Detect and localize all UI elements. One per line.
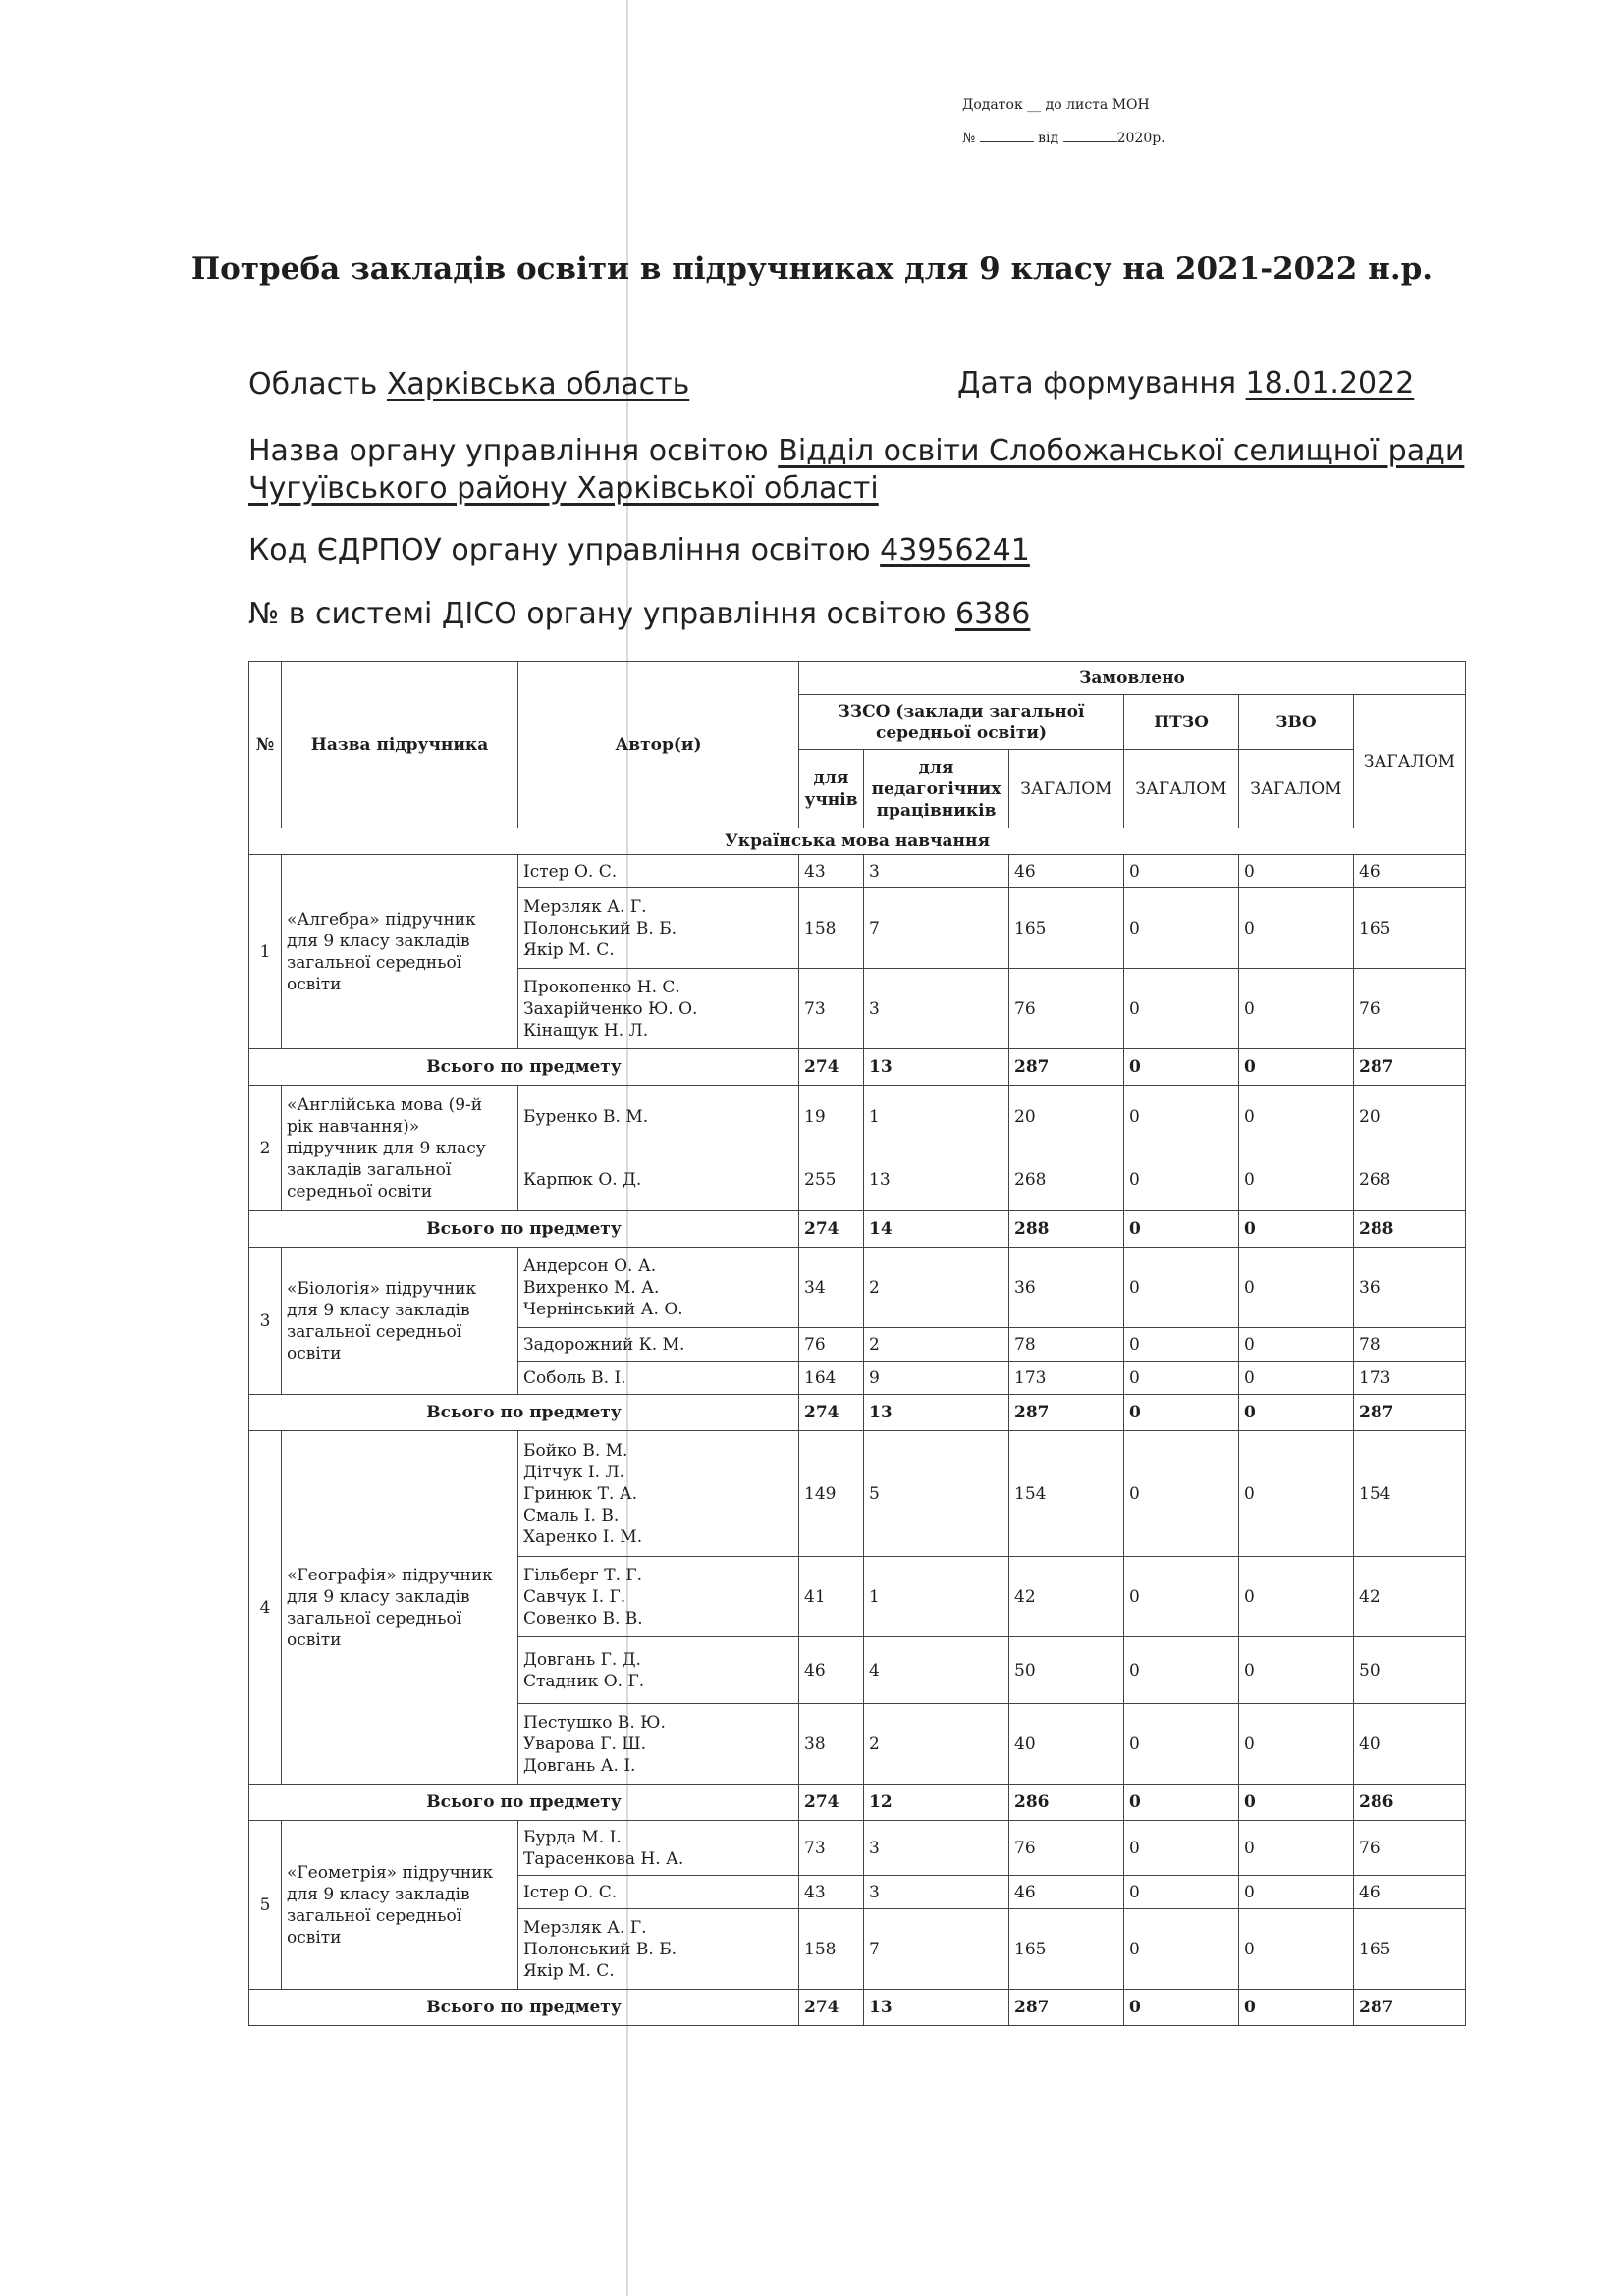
cell-total: 46 — [1354, 855, 1466, 888]
region-label: Область — [248, 367, 378, 401]
cell-students: 158 — [799, 888, 864, 969]
authors-cell: Андерсон О. А. Вихренко М. А. Чернінський А. О. — [518, 1248, 799, 1328]
subtotal-row — [249, 1990, 1466, 2026]
authors-cell: Мерзляк А. Г. Полонський В. Б. Якір М. С. — [518, 1909, 799, 1990]
subtotal-total: 288 — [1354, 1211, 1466, 1248]
subtotal-row — [249, 1395, 1466, 1431]
authors-cell: Буренко В. М. — [518, 1086, 799, 1148]
header-for-teachers: для педагогічних працівників — [864, 750, 1009, 828]
subtotal-label: Всього по предмету — [249, 1049, 799, 1086]
cell-total: 76 — [1354, 969, 1466, 1049]
cell-teachers: 2 — [864, 1248, 1009, 1328]
annex-num-blank — [980, 141, 1034, 142]
subject-number: 3 — [249, 1248, 282, 1395]
cell-total: 42 — [1354, 1557, 1466, 1637]
cell-students: 255 — [799, 1148, 864, 1211]
cell-total: 268 — [1354, 1148, 1466, 1211]
cell-zvo: 0 — [1239, 1086, 1354, 1148]
table-body — [249, 828, 1466, 2026]
textbook-demand-table — [248, 661, 1466, 2026]
header-zzso-total: ЗАГАЛОМ — [1009, 750, 1124, 828]
subtotal-ptzo: 0 — [1124, 1049, 1239, 1086]
cell-teachers: 4 — [864, 1637, 1009, 1704]
subtotal-zvo: 0 — [1239, 1049, 1354, 1086]
cell-ptzo: 0 — [1124, 969, 1239, 1049]
subtotal-ptzo: 0 — [1124, 1211, 1239, 1248]
diso-value: 6386 — [955, 597, 1031, 631]
cell-zvo: 0 — [1239, 1909, 1354, 1990]
cell-zzso-total: 173 — [1009, 1362, 1124, 1395]
subtotal-ptzo: 0 — [1124, 1395, 1239, 1431]
subtotal-row — [249, 1785, 1466, 1821]
header-for-students: для учнів — [799, 750, 864, 828]
authority-value-line2: Чугуївського району Харківської області — [248, 471, 879, 506]
cell-total: 36 — [1354, 1248, 1466, 1328]
cell-ptzo: 0 — [1124, 855, 1239, 888]
cell-teachers: 7 — [864, 888, 1009, 969]
subtotal-label: Всього по предмету — [249, 1785, 799, 1821]
table-row — [249, 1086, 1466, 1148]
cell-zzso-total: 46 — [1009, 855, 1124, 888]
subtotal-row — [249, 1049, 1466, 1086]
header-authors: Автор(и) — [518, 662, 799, 828]
cell-ptzo: 0 — [1124, 1876, 1239, 1909]
header-ptzo: ПТЗО — [1124, 695, 1239, 750]
cell-total: 76 — [1354, 1821, 1466, 1876]
table-row — [249, 855, 1466, 888]
cell-ptzo: 0 — [1124, 1248, 1239, 1328]
cell-zzso-total: 268 — [1009, 1148, 1124, 1211]
cell-students: 43 — [799, 1876, 864, 1909]
header-zvo-total: ЗАГАЛОМ — [1239, 750, 1354, 828]
subtotal-zvo: 0 — [1239, 1395, 1354, 1431]
cell-zvo: 0 — [1239, 1557, 1354, 1637]
subtotal-students: 274 — [799, 1785, 864, 1821]
subtotal-row — [249, 1211, 1466, 1248]
cell-zvo: 0 — [1239, 1362, 1354, 1395]
cell-total: 154 — [1354, 1431, 1466, 1557]
table-row — [249, 1821, 1466, 1876]
header-name: Назва підручника — [282, 662, 518, 828]
cell-ptzo: 0 — [1124, 1431, 1239, 1557]
cell-zvo: 0 — [1239, 1431, 1354, 1557]
cell-zzso-total: 165 — [1009, 888, 1124, 969]
cell-teachers: 3 — [864, 1876, 1009, 1909]
cell-ptzo: 0 — [1124, 888, 1239, 969]
authors-cell: Бурда М. І. Тарасенкова Н. А. — [518, 1821, 799, 1876]
edrpou-line — [248, 532, 1030, 569]
authors-cell: Задорожний К. М. — [518, 1328, 799, 1362]
cell-zzso-total: 76 — [1009, 1821, 1124, 1876]
cell-zzso-total: 42 — [1009, 1557, 1124, 1637]
cell-zzso-total: 36 — [1009, 1248, 1124, 1328]
cell-students: 19 — [799, 1086, 864, 1148]
document-title: Потреба закладів освіти в підручниках для 9 класу на 2021-2022 н.р. — [190, 251, 1434, 287]
cell-total: 165 — [1354, 888, 1466, 969]
authors-cell: Істер О. С. — [518, 1876, 799, 1909]
subtotal-ptzo: 0 — [1124, 1990, 1239, 2026]
cell-students: 76 — [799, 1328, 864, 1362]
header-ordered: Замовлено — [799, 662, 1466, 695]
subtotal-students: 274 — [799, 1211, 864, 1248]
cell-zvo: 0 — [1239, 1637, 1354, 1704]
cell-students: 41 — [799, 1557, 864, 1637]
authors-cell: Прокопенко Н. С. Захарійченко Ю. О. Кінащук Н. Л. — [518, 969, 799, 1049]
cell-teachers: 3 — [864, 855, 1009, 888]
annex-line-1: Додаток __ до листа МОН — [962, 97, 1150, 113]
cell-zzso-total: 165 — [1009, 1909, 1124, 1990]
authors-cell: Пестушко В. Ю. Уварова Г. Ш. Довгань А. І. — [518, 1704, 799, 1785]
cell-zvo: 0 — [1239, 855, 1354, 888]
cell-ptzo: 0 — [1124, 1821, 1239, 1876]
cell-students: 164 — [799, 1362, 864, 1395]
cell-zzso-total: 76 — [1009, 969, 1124, 1049]
cell-zvo: 0 — [1239, 888, 1354, 969]
cell-teachers: 7 — [864, 1909, 1009, 1990]
cell-zzso-total: 154 — [1009, 1431, 1124, 1557]
date-value: 18.01.2022 — [1245, 366, 1415, 400]
cell-teachers: 3 — [864, 1821, 1009, 1876]
subject-number: 1 — [249, 855, 282, 1049]
section-label: Українська мова навчання — [249, 828, 1466, 855]
diso-line — [248, 596, 1030, 633]
cell-zvo: 0 — [1239, 1148, 1354, 1211]
subject-name: «Англійська мова (9-й рік навчання)» підручник для 9 класу закладів загальної середньої освіти — [282, 1086, 518, 1211]
subtotal-students: 274 — [799, 1395, 864, 1431]
cell-teachers: 5 — [864, 1431, 1009, 1557]
subtotal-label: Всього по предмету — [249, 1211, 799, 1248]
cell-total: 173 — [1354, 1362, 1466, 1395]
subtotal-teachers: 13 — [864, 1049, 1009, 1086]
cell-teachers: 1 — [864, 1086, 1009, 1148]
annex-year: 2020р. — [1116, 131, 1165, 146]
cell-students: 43 — [799, 855, 864, 888]
header-zzso: ЗЗСО (заклади загальної середньої освіти) — [799, 695, 1124, 750]
subtotal-students: 274 — [799, 1049, 864, 1086]
cell-zzso-total: 20 — [1009, 1086, 1124, 1148]
edrpou-label: Код ЄДРПОУ органу управління освітою — [248, 533, 871, 567]
subtotal-zzso-total: 287 — [1009, 1395, 1124, 1431]
date-label: Дата формування — [957, 366, 1236, 400]
edrpou-value: 43956241 — [880, 533, 1030, 567]
subtotal-students: 274 — [799, 1990, 864, 2026]
cell-zvo: 0 — [1239, 1248, 1354, 1328]
cell-zzso-total: 50 — [1009, 1637, 1124, 1704]
table-row — [249, 1431, 1466, 1557]
subject-number: 2 — [249, 1086, 282, 1211]
annex-note — [962, 88, 1165, 155]
subtotal-teachers: 13 — [864, 1395, 1009, 1431]
subtotal-label: Всього по предмету — [249, 1395, 799, 1431]
header-no: № — [249, 662, 282, 828]
cell-students: 34 — [799, 1248, 864, 1328]
cell-zvo: 0 — [1239, 969, 1354, 1049]
cell-students: 158 — [799, 1909, 864, 1990]
authors-cell: Карпюк О. Д. — [518, 1148, 799, 1211]
cell-ptzo: 0 — [1124, 1704, 1239, 1785]
cell-zzso-total: 40 — [1009, 1704, 1124, 1785]
cell-students: 73 — [799, 1821, 864, 1876]
cell-ptzo: 0 — [1124, 1362, 1239, 1395]
table-row — [249, 1248, 1466, 1328]
subtotal-ptzo: 0 — [1124, 1785, 1239, 1821]
cell-students: 149 — [799, 1431, 864, 1557]
subtotal-teachers: 12 — [864, 1785, 1009, 1821]
region-line — [248, 366, 689, 403]
cell-ptzo: 0 — [1124, 1328, 1239, 1362]
cell-ptzo: 0 — [1124, 1909, 1239, 1990]
cell-students: 73 — [799, 969, 864, 1049]
cell-total: 40 — [1354, 1704, 1466, 1785]
authority-label: Назва органу управління освітою — [248, 434, 769, 468]
subject-name: «Біологія» підручник для 9 класу закладів загальної середньої освіти — [282, 1248, 518, 1395]
cell-total: 20 — [1354, 1086, 1466, 1148]
subject-number: 4 — [249, 1431, 282, 1785]
authors-cell: Мерзляк А. Г. Полонський В. Б. Якір М. С. — [518, 888, 799, 969]
cell-teachers: 1 — [864, 1557, 1009, 1637]
annex-date-blank — [1063, 141, 1117, 142]
subtotal-total: 286 — [1354, 1785, 1466, 1821]
subject-name: «Алгебра» підручник для 9 класу закладів загальної середньої освіти — [282, 855, 518, 1049]
cell-zvo: 0 — [1239, 1704, 1354, 1785]
cell-students: 46 — [799, 1637, 864, 1704]
header-zvo: ЗВО — [1239, 695, 1354, 750]
cell-ptzo: 0 — [1124, 1637, 1239, 1704]
authors-cell: Бойко В. М. Дітчук І. Л. Гринюк Т. А. Смаль І. В. Харенко І. М. — [518, 1431, 799, 1557]
cell-teachers: 9 — [864, 1362, 1009, 1395]
subject-name: «Географія» підручник для 9 класу закладів загальної середньої освіти — [282, 1431, 518, 1785]
annex-from-label: від — [1038, 131, 1059, 146]
cell-teachers: 2 — [864, 1328, 1009, 1362]
section-row — [249, 828, 1466, 855]
cell-students: 38 — [799, 1704, 864, 1785]
cell-zzso-total: 78 — [1009, 1328, 1124, 1362]
authors-cell: Гільберг Т. Г. Савчук І. Г. Совенко В. В. — [518, 1557, 799, 1637]
subtotal-zzso-total: 286 — [1009, 1785, 1124, 1821]
subtotal-zvo: 0 — [1239, 1990, 1354, 2026]
diso-label: № в системі ДІСО органу управління освітою — [248, 597, 947, 631]
subtotal-zzso-total: 287 — [1009, 1049, 1124, 1086]
date-line — [957, 366, 1414, 400]
subtotal-label: Всього по предмету — [249, 1990, 799, 2026]
authors-cell: Соболь В. І. — [518, 1362, 799, 1395]
cell-total: 46 — [1354, 1876, 1466, 1909]
subtotal-zzso-total: 287 — [1009, 1990, 1124, 2026]
cell-teachers: 3 — [864, 969, 1009, 1049]
authority-line — [248, 433, 1464, 507]
subtotal-total: 287 — [1354, 1049, 1466, 1086]
region-value: Харківська область — [386, 367, 690, 401]
subtotal-teachers: 14 — [864, 1211, 1009, 1248]
cell-ptzo: 0 — [1124, 1148, 1239, 1211]
authors-cell: Істер О. С. — [518, 855, 799, 888]
authority-value-line1: Відділ освіти Слобожанської селищної ради — [778, 434, 1465, 468]
cell-total: 165 — [1354, 1909, 1466, 1990]
cell-zvo: 0 — [1239, 1876, 1354, 1909]
subject-number: 5 — [249, 1821, 282, 1990]
cell-ptzo: 0 — [1124, 1557, 1239, 1637]
annex-num-label: № — [962, 131, 976, 146]
cell-zzso-total: 46 — [1009, 1876, 1124, 1909]
header-grand-total: ЗАГАЛОМ — [1354, 695, 1466, 828]
annex-line-2 — [962, 122, 1165, 155]
header-ptzo-total: ЗАГАЛОМ — [1124, 750, 1239, 828]
subtotal-teachers: 13 — [864, 1990, 1009, 2026]
subject-name: «Геометрія» підручник для 9 класу закладів загальної середньої освіти — [282, 1821, 518, 1990]
subtotal-zzso-total: 288 — [1009, 1211, 1124, 1248]
subtotal-zvo: 0 — [1239, 1211, 1354, 1248]
cell-total: 78 — [1354, 1328, 1466, 1362]
subtotal-total: 287 — [1354, 1395, 1466, 1431]
cell-teachers: 13 — [864, 1148, 1009, 1211]
subtotal-total: 287 — [1354, 1990, 1466, 2026]
cell-teachers: 2 — [864, 1704, 1009, 1785]
cell-ptzo: 0 — [1124, 1086, 1239, 1148]
authors-cell: Довгань Г. Д. Стадник О. Г. — [518, 1637, 799, 1704]
subtotal-zvo: 0 — [1239, 1785, 1354, 1821]
cell-zvo: 0 — [1239, 1821, 1354, 1876]
cell-total: 50 — [1354, 1637, 1466, 1704]
cell-zvo: 0 — [1239, 1328, 1354, 1362]
